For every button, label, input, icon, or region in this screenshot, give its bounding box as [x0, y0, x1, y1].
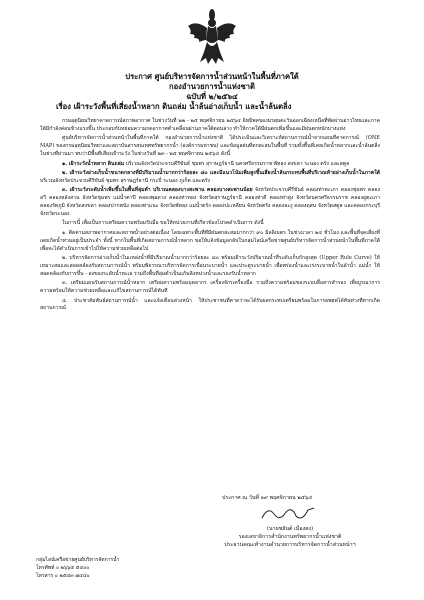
watch-item-lead: ๒. เฝ้าระวังอ่างเก็บน้ำขนาดกลางที่มีปริมาณน้ำมากกว่าร้อยละ ๘๐ และมีแนวโน้มเพิ่มสูงขึ้นเสี่ยงน้ำล้นกระทบพื้นที่บริเวณท้ายอ่างเก็บน้ำในภาคใต้ [62, 169, 380, 176]
announcement-date: ประกาศ ณ วันที่ ๑๙ พฤศจิกายน ๒๕๖๔ [222, 495, 313, 501]
contact-phone: โทรศัพท์ ๐ ๒๖๖๕ ๕๔๐๐ [36, 565, 90, 571]
instruction-item: ๔. ประชาสัมพันธ์สถานการณ์น้ำ และแจ้งเตือนล่วงหน้า ให้ประชาชนที่คาดว่าจะได้รับผลกระทบเตรียมพร้อมในการอพยพได้ทันท่วงทีหากเกิดสถานการณ์ [40, 297, 380, 312]
issuer-name: กองอำนวยการน้ำแห่งชาติ [169, 82, 255, 91]
paragraph-assessment: ศูนย์บริหารจัดการน้ำส่วนหน้าในพื้นที่ภาคใต้ กองอำนวยการน้ำแห่งชาติ ได้ประเมินและวิเคราะห์สถานการณ์น้ำจากแผนที่คาดการณ์ (ONE MAP) ของกรมอุตุนิยมวิทยาและสถาบันสารสนเทศทรัพยากรน้ำ (องค์การมหาชน) และข้อมูลฝนที่ตกสะสมในพื้นที่ รวมทั้งพื้นที่เคยเกิดน้ำหลากและน้ำล้นตลิ่งในช่วงที่ผ่านมา พบว่ามีพื้นที่เสี่ยงเฝ้าระวัง ในช่วงวันที่ ๒๓ - ๒๕ พฤศจิกายน ๒๕๖๔ ดังนี้ [40, 135, 380, 158]
signer-name: (นายชยันต์ เมืองสง) [266, 526, 314, 532]
watch-item-text: จังหวัดประจวบคีรีขันธ์ คลองท่าตะเภา คลองชุมพร คลองสวี คลองหลังสวน จังหวัดชุมพร แม่น้ำตาปี คลองพุมดวง คลองท่าทอง จังหวัดสุราษฎร์ธานี คลองท่าดี คลองท่าสูง จังหวัดนครศรีธรรมราช คลองอู่ตะเภา คลองรัตภูมิ จังหวัดสงขลา คลองปากพนัง คลองท่าแนะ จังหวัดพัทลุง แม่น้ำตรัง คลองปะเหลียน จังหวัดตรัง คลองละงู คลองดุสน จังหวัดสตูล และคลองกระบุรี จังหวัดระนอง [40, 187, 381, 217]
watch-item-text: บริเวณจังหวัดประจวบคีรีขันธ์ ชุมพร สุราษฎร์ธานี กระบี่ ระนอง ภูเก็ต และตรัง [40, 177, 211, 184]
watch-item-text: บริเวณจังหวัดประจวบคีรีขันธ์ ชุมพร สุราษฎร์ธานี นครศรีธรรมราช พัทลุง สงขลา ระนอง ตรัง และสตูล [125, 160, 350, 167]
instructions-intro: ในการนี้ เพื่อเป็นการเตรียมความพร้อมรับมือ ขอให้หน่วยงานที่เกี่ยวข้องโปรดดำเนินการ ดังนี้ [62, 220, 264, 227]
instruction-item: ๑. ติดตามสภาพอากาศและสภาพน้ำอย่างต่อเนื่อง โดยเฉพาะพื้นที่ที่มีฝนตกสะสมมากกว่า ๙๐ มิลลิเมตร ในช่วงเวลา ๒๔ ชั่วโมง และพื้นที่จุดเสี่ยงที่เคยเกิดน้ำท่วมอยู่เป็นประจำ ทั้งนี้ หากในพื้นที่เกิดสถานการณ์น้ำหลาก ขอให้แจ้งข้อมูลกลับในกลุ่มไลน์เครือข่ายศูนย์บริหารจัดการน้ำส่วนหน้าในพื้นที่ภาคใต้ เพื่อจะได้ดำเนินการเข้าไปให้ความช่วยเหลือต่อไป [40, 229, 380, 252]
garuda-emblem-icon [186, 6, 238, 68]
subject-line: เรื่อง เฝ้าระวังพื้นที่เสี่ยงน้ำหลาก ดินถล่ม น้ำล้นอ่างเก็บน้ำ และน้ำล้นตลิ่ง [56, 102, 292, 111]
watch-item [40, 187, 380, 219]
signature-icon [258, 502, 318, 524]
signer-title: รองเลขาธิการสำนักงานทรัพยากรน้ำแห่งชาติ [238, 534, 342, 540]
watch-item-lead: ๓. เฝ้าระวังระดับน้ำเพิ่มขึ้นในพื้นที่ลุ่มต่ำ บริเวณคลองบางสะพาน คลองบางสะพานน้อย [62, 187, 253, 194]
instruction-item: ๓. เตรียมแผนรับสถานการณ์น้ำหลาก เตรียมความพร้อมบุคลากร เครื่องจักรเครื่องมือ รวมถึงความพร้อมของระบบสื่อสารสำรอง เพื่อบูรณาการความพร้อมให้ความช่วยเหลือและแก้ไขสถานการณ์ได้ทันที [40, 280, 380, 295]
contact-org: กลุ่มไลน์เครือข่ายศูนย์บริหารจัดการน้ำ [36, 557, 120, 563]
issue-number: ฉบับที่ ๒/๒๕๖๔ [186, 92, 238, 101]
announcement-body [40, 118, 380, 315]
instruction-item: ๒. บริหารจัดการอ่างเก็บน้ำในแหล่งน้ำที่มีปริมาณน้ำมากกว่าร้อยละ ๘๐ พร้อมเฝ้าระวังปริมาณน้ำที่ระดับเก็บกักสูงสุด (Upper Rule Curve) ให้เหมาะสมและสอดคล้องกับสถานการณ์น้ำ พร้อมพิจารณาบริหารจัดการเขื่อนระบายน้ำ และประตูระบายน้ำ เพื่อพร่องน้ำและเร่งระบายน้ำในลำน้ำ แม่น้ำ ให้สอดคล้องกับการขึ้น - ลงของระดับน้ำทะเล รวมถึงพื้นที่ลุ่มต่ำเป็นแก้มลิงหน่วงน้ำและรองรับน้ำหลาก [40, 255, 380, 277]
contact-block [36, 556, 119, 580]
signer-block [200, 525, 380, 549]
watch-item [40, 170, 380, 186]
signer-title-committee: ประธานคณะทำงานอำนวยการบริหารจัดการน้ำส่วนหน้าฯ [224, 542, 356, 548]
watch-item [40, 161, 380, 169]
announcement-title: ประกาศ ศูนย์บริหารจัดการน้ำส่วนหน้าในพื้นที่ภาคใต้ [125, 72, 299, 81]
watch-item-lead: ๑. เฝ้าระวังน้ำหลาก ดินถล่ม [62, 160, 125, 167]
paragraph-forecast: กรมอุตุนิยมวิทยาคาดการณ์สภาพอากาศ ในช่วงวันที่ ๒๒ - ๒๕ พฤศจิกายน ๒๕๖๔ อิทธิพลของมรสุมตะวันออกเฉียงเหนือที่พัดผ่านอ่าวไทยและภาคใต้มีกำลังค่อนข้างแรงขึ้น ประกอบกับหย่อมความกดอากาศต่ำเคลื่อนผ่านภาคใต้ตอนล่าง ทำให้ภาคใต้มีฝนตกเพิ่มขึ้นและมีฝนตกหนักบางแห่ง [40, 118, 380, 132]
contact-fax: โทรสาร ๐ ๒๕๔๓ ๗๔๔๐ [36, 573, 90, 579]
